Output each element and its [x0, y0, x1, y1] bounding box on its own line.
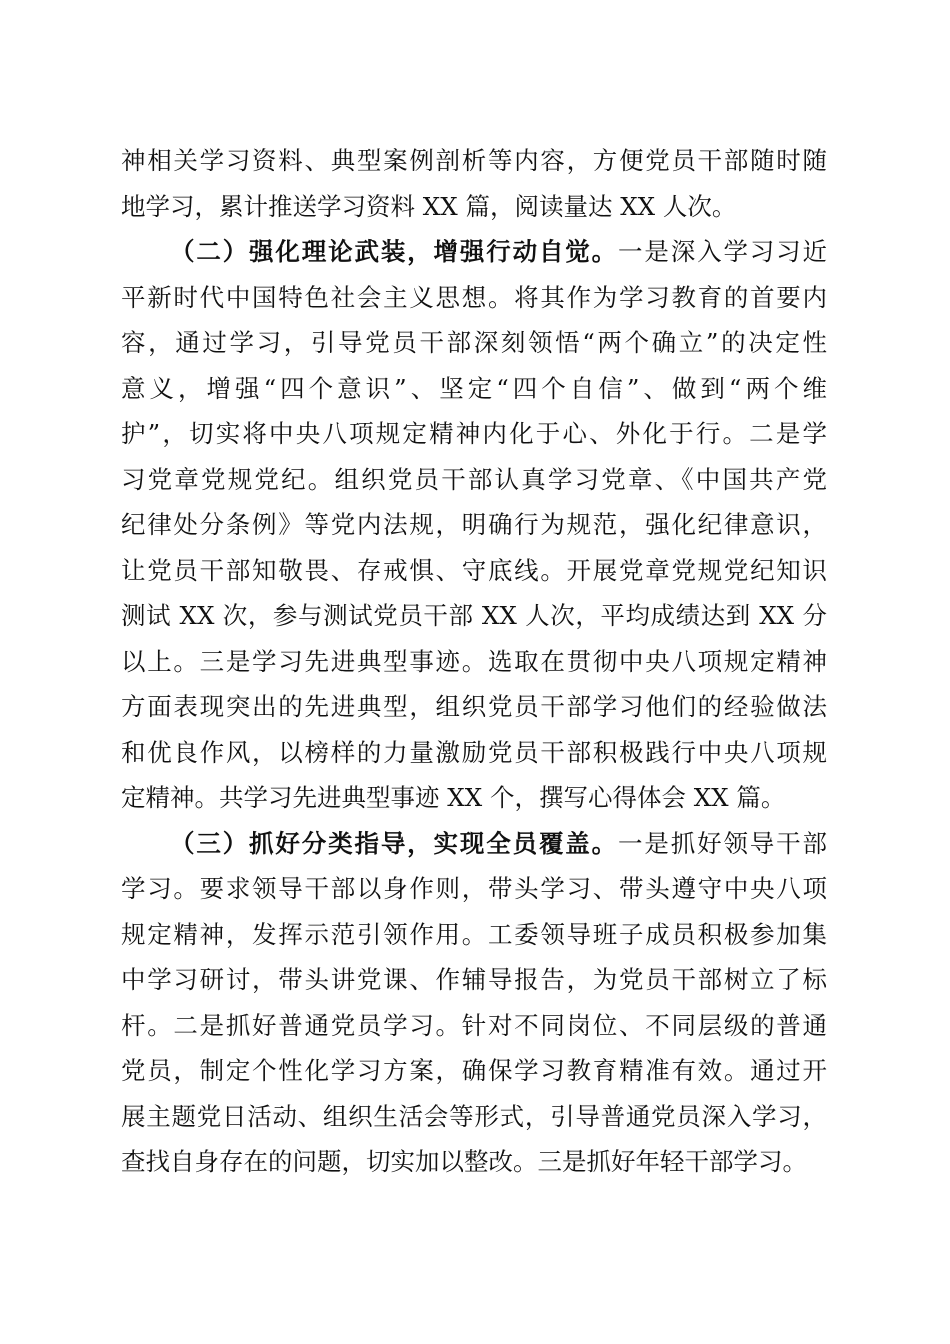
text-line: 方面表现突出的先进典型，组织党员干部学习他们的经验做法 [121, 692, 827, 721]
text-line: 习党章党规党纪。组织党员干部认真学习党章、《中国共产党 [121, 464, 827, 494]
text-line [121, 229, 827, 275]
text-run: 一是抓好领导干部 [618, 828, 828, 858]
document-body [121, 138, 827, 1185]
text-line: 护”，切实将中央八项规定精神内化于心、外化于行。二是学 [121, 419, 827, 448]
text-line: 学习。要求领导干部以身作则，带头学习、带头遵守中央八项 [121, 874, 827, 903]
text-line: 杆。二是抓好普通党员学习。针对不同岗位、不同层级的普通 [121, 1010, 827, 1040]
text-line: 中学习研讨，带头讲党课、作辅导报告，为党员干部树立了标 [121, 965, 827, 994]
text-line: 规定精神，发挥示范引领作用。工委领导班子成员积极参加集 [121, 919, 827, 949]
text-line: 和优良作风，以榜样的力量激励党员干部积极践行中央八项规 [121, 737, 827, 767]
text-line: 测试 XX 次，参与测试党员干部 XX 人次，平均成绩达到 XX 分 [121, 601, 827, 630]
text-line: 纪律处分条例》等党内法规，明确行为规范，强化纪律意识， [121, 510, 827, 539]
paragraph-section-2 [121, 229, 827, 821]
paragraph-continuation [121, 138, 827, 229]
section-heading: （三）抓好分类指导，实现全员覆盖。 [170, 828, 619, 858]
text-line: 平新时代中国特色社会主义思想。将其作为学习教育的首要内 [121, 282, 827, 312]
text-line: 以上。三是学习先进典型事迹。选取在贯彻中央八项规定精神 [121, 646, 827, 676]
text-line: 党员，制定个性化学习方案，确保学习教育精准有效。通过开 [121, 1056, 827, 1085]
text-line: 查找自身存在的问题，切实加以整改。三是抓好年轻干部学习。 [121, 1147, 807, 1176]
text-line: 意义，增强“四个意识”、坚定“四个自信”、做到“两个维 [121, 373, 827, 403]
text-line: 展主题党日活动、组织生活会等形式，引导普通党员深入学习， [121, 1101, 827, 1131]
text-run: 一是深入学习习近 [618, 237, 828, 266]
text-line [121, 821, 827, 867]
text-line: 容，通过学习，引导党员干部深刻领悟“两个确立”的决定性 [121, 328, 827, 357]
text-line: 地学习，累计推送学习资料 XX 篇，阅读量达 XX 人次。 [121, 191, 737, 221]
section-heading: （二）强化理论武装，增强行动自觉。 [170, 237, 619, 266]
paragraph-section-3 [121, 821, 827, 1185]
text-line: 神相关学习资料、典型案例剖析等内容，方便党员干部随时随 [121, 146, 827, 175]
text-line: 让党员干部知敬畏、存戒惧、守底线。开展党章党规党纪知识 [121, 555, 827, 585]
text-line: 定精神。共学习先进典型事迹 XX 个，撰写心得体会 XX 篇。 [121, 783, 786, 812]
